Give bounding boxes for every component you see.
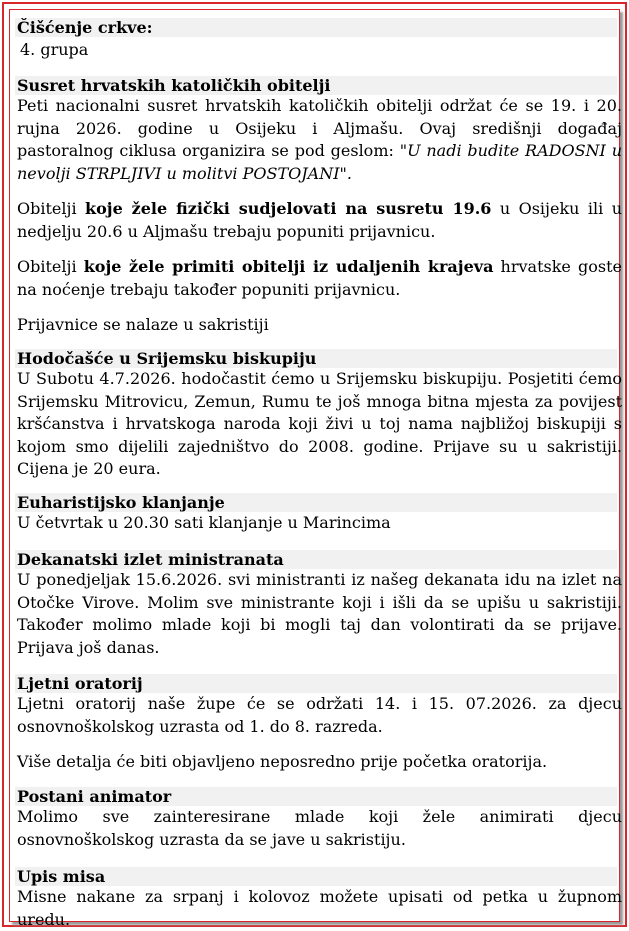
bulletin-content (10, 10, 622, 929)
ciscenje-group: 4. grupa (20, 40, 89, 59)
animator-text: Molimo sve zainteresirane mlade koji žele animirati djecu osnovnoškolskog uzrasta da se jave u sakristiju. (17, 807, 622, 849)
section-title-oratorij: Ljetni oratorij (15, 674, 617, 693)
oratorij-paragraph-1: Ljetni oratorij naše župe će se održati 14. i 15. 07.2026. za djecu osnovnoškolskog uzrasta od 1. do 8. razreda. (17, 694, 622, 736)
document-page (9, 9, 622, 929)
susret-paragraph-4: Prijavnice se nalaze u sakristiji (17, 315, 269, 334)
susret-paragraph-3-end: hrvatske goste na noćenje trebaju također popuniti prijavnicu. (17, 257, 622, 299)
euharistijsko-text: U četvrtak u 20.30 sati klanjanje u Marincima (17, 513, 391, 532)
susret-paragraph-2-bold: koje žele fizički sudjelovati na susretu 19.6 (85, 199, 492, 218)
section-title-upis: Upis misa (15, 867, 617, 886)
section-title-euharistijsko: Euharistijsko klanjanje (15, 493, 617, 512)
susret-paragraph-3-bold: koje žele primiti obitelji iz udaljenih krajeva (83, 257, 494, 276)
susret-motto: "U nadi budite RADOSNI u nevolji STRPLJIVI u molitvi POSTOJANI". (17, 141, 622, 183)
hodocasce-text: U Subotu 4.7.2026. hodočastit ćemo u Srijemsku biskupiju. Posjetiti ćemo Srijemsku Mitrovicu, Zemun, Rumu te još mnoga bitna mjesta za povijest kršćanstva i hrvatskoga naroda koji živi u toj nama najbližoj biskupiji s kojom smo dijelili zajedništvo do 2008. godine. Prijave su u sakristiji. Cijena je 20 eura. (17, 369, 622, 478)
susret-paragraph-2-end: u Osijeku ili u nedjelju 20.6 u Aljmašu trebaju popuniti prijavnicu. (17, 199, 622, 241)
susret-paragraph-3 (17, 256, 622, 301)
susret-paragraph-1-text: Peti nacionalni susret hrvatskih katoličkih obitelji održat će se 19. i 20. rujna 2026. godine u Osijeku i Aljmašu. Ovaj središnji događaj pastoralnog ciklusa organizira se pod geslom: (17, 96, 622, 160)
upis-text: Misne nakane za srpanj i kolovoz možete upisati od petka u župnom uredu. (17, 887, 622, 929)
section-title-susret: Susret hrvatskih katoličkih obitelji (15, 76, 617, 95)
susret-paragraph-3-start: Obitelji (17, 257, 84, 276)
susret-paragraph-1 (17, 95, 622, 185)
susret-paragraph-2 (17, 198, 622, 243)
section-title-izlet: Dekanatski izlet ministranata (15, 550, 617, 569)
section-title-animator: Postani animator (15, 787, 617, 806)
oratorij-paragraph-2: Više detalja će biti objavljeno neposredno prije početka oratorija. (17, 752, 548, 771)
susret-paragraph-2-start: Obitelji (17, 199, 86, 218)
izlet-text: U ponedjeljak 15.6.2026. svi ministranti iz našeg dekanata idu na izlet na Otočke Virove. Molim sve ministrante koji i išli da se upišu u sakristiji. Također molimo mlade koji bi mogli taj dan volontirati da se prijave. Prijava još danas. (17, 570, 622, 657)
section-title-ciscenje: Čišćenje crkve: (15, 18, 617, 37)
section-title-hodocasce: Hodočašće u Srijemsku biskupiju (15, 349, 617, 368)
document-outer-border (2, 2, 627, 927)
